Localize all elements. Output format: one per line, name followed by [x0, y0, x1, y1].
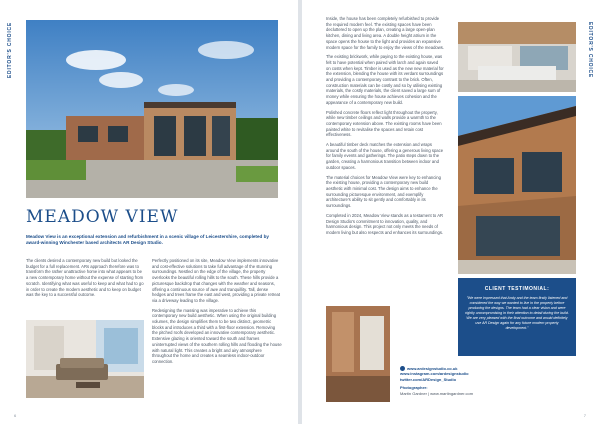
- photographer-label: Photographer:: [400, 385, 428, 391]
- paragraph: The existing brickwork, while paying to the existing house, was felt to have potential when paired with larch and again saved on costs when kept. Timber is used as the new new material for the extension, blending the house with its verdant surroundings and providing a contemporary contrast to the brick. Often, construction materials can be costly and so by utilising existing materials, the costly materials, the client saved a large sum of money while ensuring the house achieves cohesion and the appearance of a contemporary new build.: [326, 54, 444, 105]
- house-exterior-image: [26, 20, 278, 198]
- twitter-link-text: twitter.com/ARDesign_Studio: [400, 376, 457, 382]
- paragraph: Perfectly positioned on its site, Meadow View implements innovative and cost-effective solutions to take full advantage of the stunning surroundings. Nestled on the edge of the village, the property overlooks the beautiful rolling hills to the south. These hills provide a picturesque backdrop that changes with the weather and seasons, offering a continuous source of awe and tranquillity. Tall, dense hedges and trees frame the east and west, providing a private retreat via a driveway leading to the village.: [152, 258, 281, 303]
- article-intro: Meadow View is an exceptional extension and refurbishment in a scenic village of Leicestershire, completed by award-winning Winchester based architects AR Design Studio.: [26, 234, 269, 246]
- hero-photo: [26, 20, 278, 198]
- page-number: 6: [14, 413, 17, 418]
- paragraph: Polished concrete floors reflect light throughout the property, while new timber ceilings and walls provide a warmth to the contemporary extension above. The existing rooms have been painted white to revitalise the spaces and retain cost effectiveness.: [326, 109, 442, 138]
- editors-choice-tab: [4, 18, 16, 82]
- right-column-1: [326, 16, 444, 240]
- left-column-1: [26, 258, 144, 302]
- paragraph: Completed in 2024, Meadow View stands as a testament to AR Design Studio's commitment to innovation, quality, and harmonious design. This project not only meets the needs of modern living but also respects and enhances its surroundings.: [326, 212, 444, 235]
- paragraph: Inside, the house has been completely refurbished to provide the required modern feel. The existing spaces have been decluttered to open up the plan, creating a large open-plan kitchen, dining and living area. A double height atrium in the space opens the house to the light and provides an expansive modern space for the family to enjoy the views of the meadows.: [326, 16, 445, 50]
- right-page: [302, 0, 600, 424]
- page-number: 7: [583, 413, 586, 418]
- paragraph: The material choices for Meadow View were key to enhancing the existing house, providing a contemporary new build aesthetic with minimal cost. The design aims to enhance the surrounding picturesque environment, and exemplify architecture's ability to sit gently and comfortably in its surroundings.: [326, 174, 441, 209]
- editors-choice-label: EDITOR'S CHOICE: [7, 21, 13, 79]
- editors-choice-tab: [584, 18, 596, 82]
- twitter-link[interactable]: [400, 377, 580, 382]
- timber-cladding-image: [458, 96, 576, 274]
- website-link-text: www.ardesignstudio.co.uk: [407, 366, 458, 371]
- instagram-link-text: www.instagram.com/ardesignstudio: [400, 371, 469, 377]
- kitchen-image: [458, 22, 576, 92]
- interior-detail-photo: [326, 306, 390, 402]
- living-room-image: [26, 320, 144, 398]
- client-testimonial-box: [458, 278, 576, 356]
- testimonial-heading: CLIENT TESTIMONIAL:: [484, 286, 550, 292]
- article-title: MEADOW VIEW: [26, 207, 179, 227]
- editors-choice-label: EDITOR'S CHOICE: [587, 21, 593, 79]
- photographer-name: Martin Gardner | www.martingardner.com: [400, 390, 474, 396]
- interior-photo: [26, 320, 144, 398]
- timber-interior-image: [326, 306, 390, 402]
- photographer-credit: [400, 385, 580, 396]
- paragraph: Redesigning the massing was imperative to achieve this contemporary new build aesthetic. When using the original building volumes, the design simplifies them to be two distinct, geometric blocks and introduces a third with a first-floor extension. Removing the pitched roofs developed an innovative contemporary aesthetic. Extensive glazing is oriented toward the south and frames uninterrupted views of the southern rolling hills and flooding the house with natural light. This creates a bright and airy atmosphere throughout the home and creates a seamless indoor-outdoor connection.: [152, 307, 282, 364]
- exterior-detail-photo: [458, 96, 576, 274]
- left-column-2: [152, 258, 282, 369]
- paragraph: A beautiful timber deck matches the extension and wraps around the south of the house, offering a generous living space for family events and gatherings. The patio steps down to the garden, creating a harmonious transition between indoor and outdoor spaces.: [326, 142, 444, 170]
- testimonial-quote: "We were impressed that Andy and the team firstly listened and considered the way we wanted to live in the property before producing the designs. The team had a clear vision and were rightly uncompromising in their attention to detail during the build. We are very pleased with the final outcome and would definitely use AR Design again for any future modern property development.": [465, 296, 569, 330]
- left-page: [0, 0, 298, 424]
- contact-links: [400, 366, 580, 396]
- paragraph: The clients desired a contemporary new build but looked the budget for a full replacement. ARs approach therefore was to transform the rather unattractive home into what appears to be a new contemporary home without the expense of starting from scratch. Identifying what was useful to keep and what had to go in order to create the modern aesthetic and to keep on budget was the key to a successful outcome.: [26, 258, 144, 298]
- kitchen-photo: [458, 22, 576, 92]
